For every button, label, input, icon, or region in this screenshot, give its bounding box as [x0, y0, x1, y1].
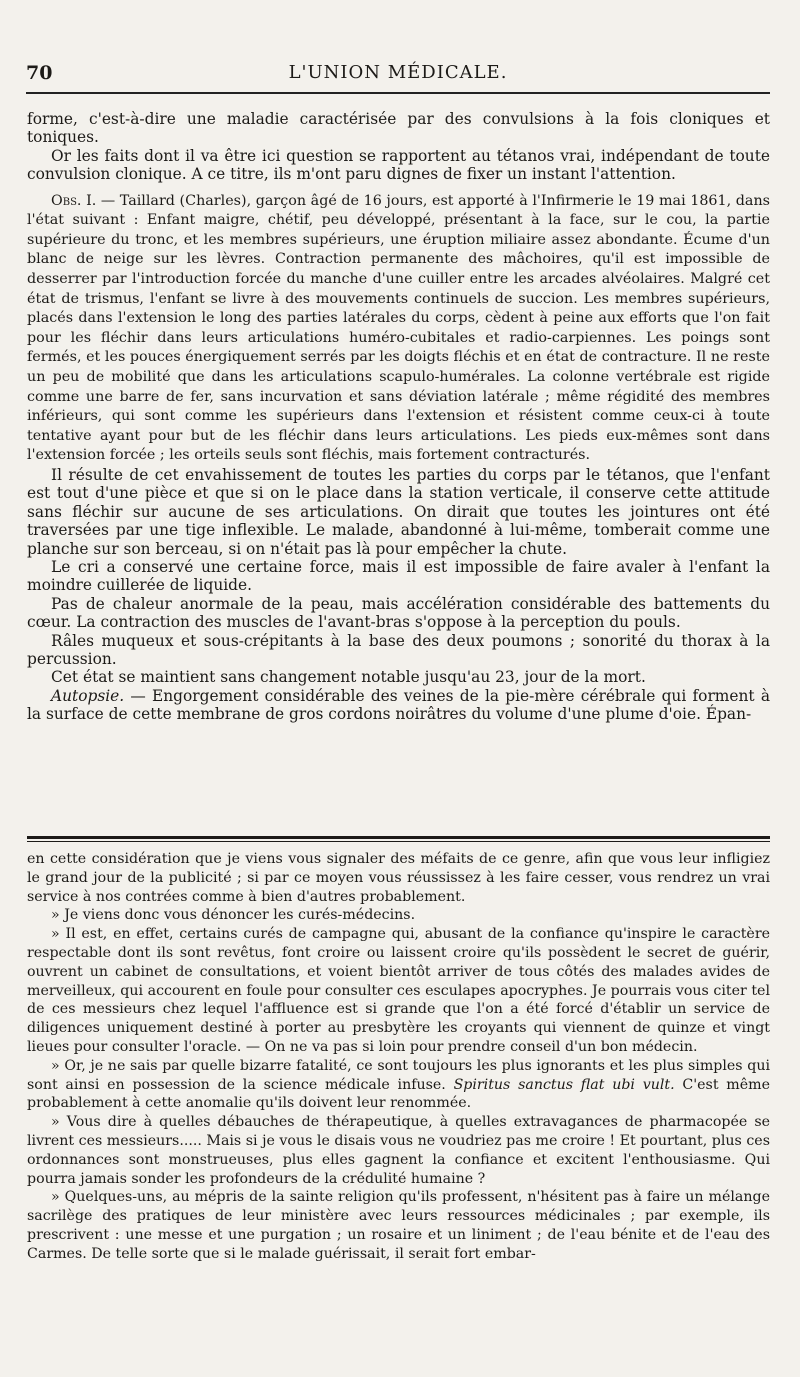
paragraph: Or les faits dont il va être ici question se rapportent au tétanos vrai, indépendant de toute convulsion clonique. A ce titre, ils m'ont paru dignes de fixer un instant l'attention.: [27, 146, 770, 184]
paragraph: Râles muqueux et sous-crépitants à la base des deux poumons ; sonorité du thorax à la percussion.: [27, 631, 770, 668]
observation-paragraph: [27, 192, 770, 466]
article-upper-column: [27, 110, 770, 724]
autopsy-text: — Engorgement considérable des veines de la pie-mère cérébrale qui forment à la surface de cette membrane de gros cordons noirâtres du volume d'une plume d'oie. Épan-: [27, 686, 770, 724]
page-number: 70: [26, 62, 53, 84]
paragraph-text: » Or, je ne sais par quelle bizarre fatalité, ce sont toujours les plus ignorants et les plus simples qui sont ainsi en possession de la science médicale infuse.: [27, 1057, 770, 1093]
autopsy-label: Autopsie.: [51, 686, 125, 705]
paragraph-text: C'est même probablement à cette anomalie qu'ils doivent leur renommée.: [27, 1076, 770, 1112]
autopsy-paragraph: [27, 687, 770, 724]
paragraph: » Il est, en effet, certains curés de campagne qui, abusant de la confiance qu'inspire le caractère respectable dont ils sont revêtus, font croire ou laissent croire qu'ils possèdent le secret de guérir, ouvrent un cabinet de consultations, et voient bientôt arriver de tous côtés des malades avides de merveilleux, qui accourent en foule pour consulter ces esculapes apocryphes. Je pourrais vous citer tel de ces messieurs chez lequel l'affluence est si grande que l'on a été forcé d'établir un service de diligences uniquement destiné à porter au presbytère les croyants qui viennent de quinze et vingt lieues pour consulter l'oracle. — On ne va pas si loin pour prendre conseil d'un bon médecin.: [27, 926, 770, 1055]
section-divider: [27, 836, 770, 842]
running-title: L'UNION MÉDICALE.: [288, 62, 508, 83]
paragraph: [27, 1057, 770, 1113]
observation-text: — Taillard (Charles), garçon âgé de 16 jours, est apporté à l'Infirmerie le 19 mai 1861, dans l'état suivant : Enfant maigre, chétif, peu développé, présentant à la face, sur le cou, la partie supérieure du tronc, et les membres supérieurs, une éruption miliaire assez abondante. Écume d'un blanc de neige sur les lèvres. Contraction permanente des mâchoires, qu'il est impossible de desserrer par l'introduction forcée du manche d'une cuiller entre les arcades alvéolaires. Malgré cet état de trismus, l'enfant se livre à des mouvements continuels de succion. Les membres supérieurs, placés dans l'extension le long des parties latérales du corps, cèdent à peine aux efforts que l'on fait pour les fléchir dans leurs articulations huméro-cubitales et radio-carpiennes. Les poings sont fermés, et les pouces énergiquement serrés par les doigts fléchis et en état de contracture. Il ne reste un peu de mobilité que dans les articulations scapulo-humérales. La colonne vertébrale est rigide comme une barre de fer, sans incurvation et sans déviation latérale ; même régidité des membres inférieurs, qui sont comme les supérieurs dans l'extension et résistent comme ceux-ci à toute tentative ayant pour but de les fléchir dans leurs articulations. Les pieds eux-mêmes sont dans l'extension forcée ; les orteils seuls sont fléchis, mais fortement contracturés.: [27, 192, 770, 464]
paragraph: en cette considération que je viens vous signaler des méfaits de ce genre, afin que vous leur infligiez le grand jour de la publicité ; si par ce moyen vous réussissez à les faire cesser, vous rendrez un vrai service à nos contrées comme à bien d'autres probablement.: [27, 851, 770, 905]
page-header: [26, 58, 770, 94]
latin-quote: Spiritus sanctus flat ubi vult.: [453, 1076, 675, 1093]
paragraph: » Je viens donc vous dénoncer les curés-médecins.: [51, 907, 416, 924]
paragraph: forme, c'est-à-dire une maladie caractérisée par des convulsions à la fois cloniques et toniques.: [27, 110, 770, 147]
paragraph: Pas de chaleur anormale de la peau, mais accélération considérable des battements du cœur. La contraction des muscles de l'avant-bras s'oppose à la perception du pouls.: [27, 594, 770, 632]
paragraph: Cet état se maintient sans changement notable jusqu'au 23, jour de la mort.: [51, 668, 646, 687]
paragraph: » Vous dire à quelles débauches de thérapeutique, à quelles extravagances de pharmacopée se livrent ces messieurs..... Mais si je vous le disais vous ne voudriez pas me croire ! Et pourtant, plus ces ordonnances sont monstrueuses, plus elles gagnent la confiance et excitent l'enthousiasme. Qui pourra jamais sonder les profondeurs de la crédulité humaine ?: [27, 1114, 770, 1187]
paragraph: » Quelques-uns, au mépris de la sainte religion qu'ils professent, n'hésitent pas à faire un mélange sacrilège des pratiques de leur ministère avec leurs ressources médicinales ; par exemple, ils prescrivent : une messe et une purgation ; un rosaire et un liniment ; de l'eau bénite et de l'eau des Carmes. De telle sorte que si le malade guérissait, il serait fort embar-: [27, 1189, 770, 1262]
observation-label: Obs. I.: [51, 192, 97, 209]
feuilleton-column: [27, 850, 770, 1264]
paragraph: Le cri a conservé une certaine force, mais il est impossible de faire avaler à l'enfant la moindre cuillerée de liquide.: [27, 557, 770, 595]
paragraph: Il résulte de cet envahissement de toutes les parties du corps par le tétanos, que l'enfant est tout d'une pièce et que si on le place dans la station verticale, il conserve cette attitude sans fléchir sur aucune de ses articulations. On dirait que toutes les jointures ont été traversées par une tige inflexible. Le malade, abandonné à lui-même, tomberait comme une planche sur son berceau, si on n'était pas là pour empêcher la chute.: [27, 465, 770, 558]
